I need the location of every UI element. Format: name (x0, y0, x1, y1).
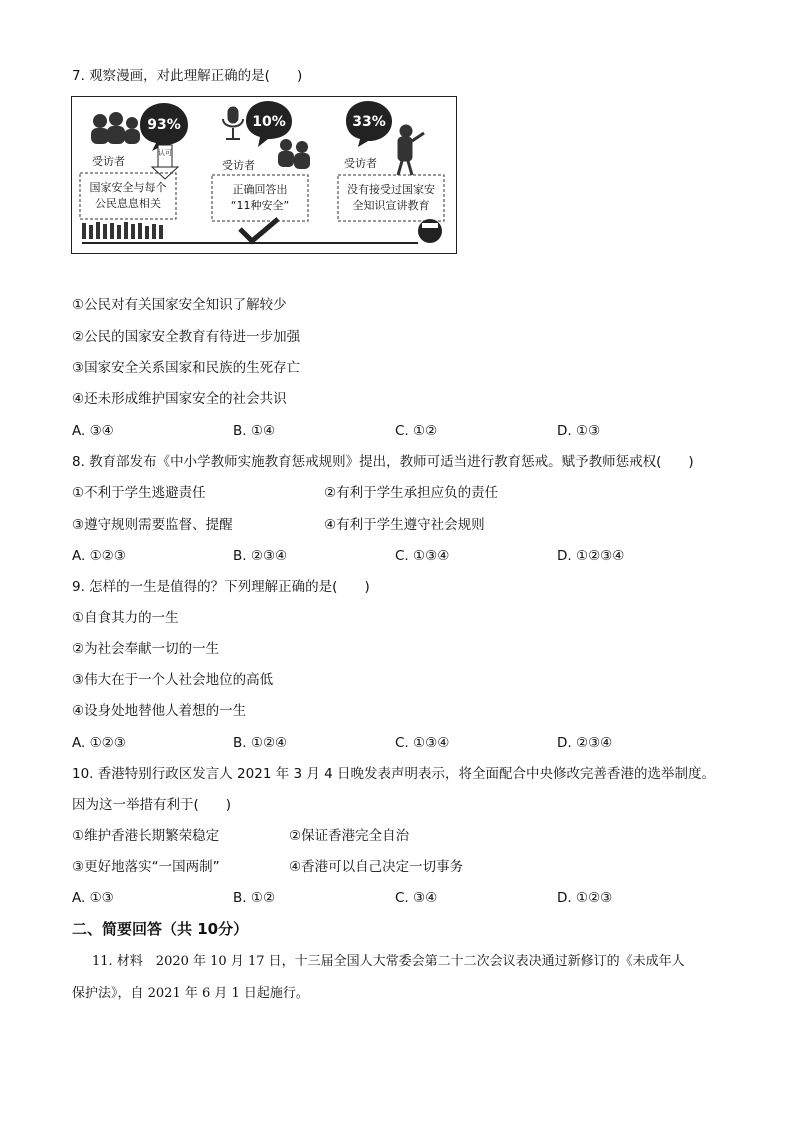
q8-option-b[interactable]: B. ②③④ (233, 548, 288, 564)
q9-statement-4: ④设身处地替他人着想的一生 (72, 703, 247, 719)
q10-option-c[interactable]: C. ③④ (395, 890, 438, 906)
section-2-title: 二、简要回答（共 10分） (72, 920, 249, 938)
box-1-line-1: 国家安全与每个 (89, 181, 167, 194)
q9-option-b[interactable]: B. ①②④ (233, 735, 288, 751)
q11-line-1: 11. 材料 2020 年 10 月 17 日，十三届全国人大常委会第二十二次会议表决通过新修订的《未成年人 (92, 954, 685, 969)
q7-statement-4: ④还未形成维护国家安全的社会共识 (72, 391, 287, 407)
q8-statement-4: ④有利于学生遵守社会规则 (324, 517, 485, 533)
percent-bubble-1 (140, 103, 188, 151)
approve-arrow-icon (152, 145, 178, 179)
q7-statement-1: ①公民对有关国家安全知识了解较少 (72, 297, 287, 313)
q9-statement-1: ①自食其力的一生 (72, 610, 179, 626)
percent-2: 10% (252, 114, 286, 130)
q8-statement-3: ③遵守规则需要监督、提醒 (72, 517, 233, 533)
box-3-line-2: 全知识宣讲教育 (352, 199, 430, 212)
percent-bubble-3 (346, 101, 392, 147)
headset-head-icon (418, 219, 442, 243)
queue-figures-icon (82, 222, 163, 239)
q10-statement-4: ④香港可以自己决定一切事务 (289, 859, 464, 875)
label-1: 受访者 (92, 155, 125, 168)
q7-statement-2: ②公民的国家安全教育有待进一步加强 (72, 329, 301, 345)
q11-line-2: 保护法》，自 2021 年 6 月 1 日起施行。 (72, 986, 309, 1001)
q8-statement-2: ②有利于学生承担应负的责任 (324, 485, 499, 501)
percent-3: 33% (352, 114, 386, 130)
q8-stem: 8. 教育部发布《中小学教师实施教育惩戒规则》提出，教师可适当进行教育惩戒。赋予教师惩戒权( ) (72, 454, 694, 470)
q9-statement-3: ③伟大在于一个人社会地位的高低 (72, 672, 274, 688)
cartoon-drawing (72, 97, 458, 255)
q10-option-b[interactable]: B. ①② (233, 890, 276, 906)
q10-option-d[interactable]: D. ①②③ (557, 890, 613, 906)
box-1-line-2: 公民息息相关 (95, 197, 161, 210)
q9-stem: 9. 怎样的一生是值得的？下列理解正确的是( ) (72, 579, 370, 595)
tag-1: 认可 (158, 149, 172, 157)
q10-option-a[interactable]: A. ①③ (72, 890, 114, 906)
checkmark-icon (240, 219, 278, 241)
q7-option-a[interactable]: A. ③④ (72, 423, 114, 439)
q9-statement-2: ②为社会奉献一切的一生 (72, 641, 220, 657)
percent-1: 93% (147, 117, 181, 133)
q8-statement-1: ①不利于学生逃避责任 (72, 485, 206, 501)
label-2: 受访者 (222, 159, 255, 172)
q10-statement-2: ②保证香港完全自治 (289, 828, 410, 844)
label-3: 受访者 (344, 157, 377, 170)
q10-stem-line-1: 10. 香港特别行政区发言人 2021 年 3 月 4 日晚发表声明表示，将全面配合中央修改完善香港的选举制度。 (72, 766, 716, 782)
q7-option-b[interactable]: B. ①④ (233, 423, 276, 439)
respondents-icon (278, 139, 310, 169)
q8-option-a[interactable]: A. ①②③ (72, 548, 126, 564)
box-3-line-1: 没有接受过国家安 (347, 183, 435, 196)
q8-option-c[interactable]: C. ①③④ (395, 548, 450, 564)
q10-statement-3: ③更好地落实“一国两制” (72, 859, 220, 875)
q7-statement-3: ③国家安全关系国家和民族的生死存亡 (72, 360, 301, 376)
q9-option-a[interactable]: A. ①②③ (72, 735, 126, 751)
speaker-icon (398, 125, 424, 175)
q7-option-d[interactable]: D. ①③ (557, 423, 601, 439)
q7-cartoon (71, 96, 457, 254)
crowd-icon (91, 112, 140, 144)
q7-stem: 7. 观察漫画，对此理解正确的是( ) (72, 68, 303, 84)
q8-option-d[interactable]: D. ①②③④ (557, 548, 625, 564)
q10-statement-1: ①维护香港长期繁荣稳定 (72, 828, 220, 844)
microphone-icon (223, 107, 243, 139)
q9-option-c[interactable]: C. ①③④ (395, 735, 450, 751)
q10-stem-line-2: 因为这一举措有利于( ) (72, 797, 232, 813)
q7-option-c[interactable]: C. ①② (395, 423, 438, 439)
q9-option-d[interactable]: D. ②③④ (557, 735, 613, 751)
box-2-line-2: “11种安全” (230, 199, 290, 212)
box-2-line-1: 正确回答出 (232, 183, 288, 196)
